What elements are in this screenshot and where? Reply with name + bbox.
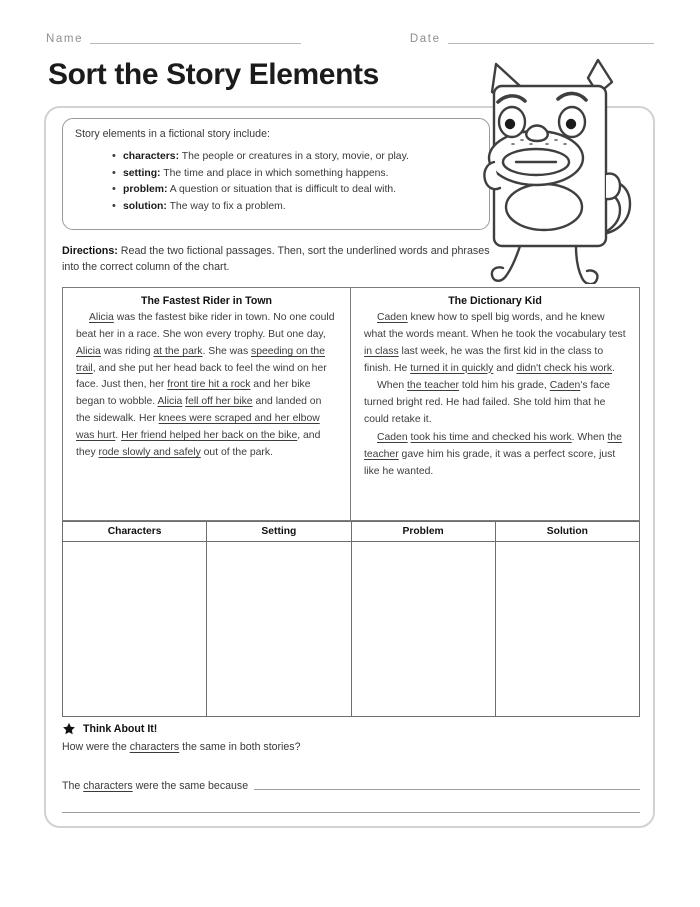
name-write-in-line[interactable] (90, 43, 301, 44)
answer-cell-setting[interactable] (206, 542, 350, 716)
definition-item-solution (123, 199, 477, 216)
underlined-phrase: Caden (549, 380, 581, 392)
underlined-phrase: characters (129, 741, 180, 753)
underlined-phrase: Caden (377, 312, 408, 323)
underlined-phrase: didn't check his work (516, 362, 613, 374)
page-title: Sort the Story Elements (48, 58, 379, 91)
directions-label: Directions: (62, 245, 118, 257)
definition-text: The way to fix a problem. (166, 201, 286, 213)
date-write-in-line[interactable] (448, 43, 654, 44)
underlined-phrase: Alicia (76, 345, 101, 357)
underlined-phrase: the teacher (407, 380, 460, 392)
passage-fastest-rider (63, 288, 351, 520)
underlined-phrase: speeding on the trail (76, 345, 325, 374)
name-date-row (46, 28, 654, 46)
underlined-phrase: Her friend helped her back on the bike (121, 429, 298, 441)
passage-paragraph: Caden took his time and checked his work. When the teacher gave him his grade, it was a perfect score, just like he wanted. (364, 431, 622, 477)
underlined-phrase: the teacher (364, 431, 622, 460)
answer-cell-solution[interactable] (495, 542, 639, 716)
underlined-phrase: rode slowly and safely (98, 446, 201, 458)
passage-title: The Dictionary Kid (448, 295, 542, 307)
answer-cell-problem[interactable] (351, 542, 495, 716)
underlined-phrase: Alicia (157, 396, 183, 408)
directions (62, 243, 506, 275)
underlined-phrase: took his time and checked his work (410, 431, 572, 443)
underlined-phrase: characters (83, 780, 133, 792)
sort-chart-body (63, 542, 639, 716)
answer-stem-text: The characters were the same because (62, 780, 249, 792)
definition-term: solution: (123, 201, 167, 213)
passage-paragraph: Alicia was the fastest bike rider in town. No one could beat her in a race. She won every trophy. But one day, Alicia was riding at the park. She was speeding on the trail, and she put her head back to feel the wind on her face. Just then, her front tire hit a rock and her bike began to wobble. Alicia fell off her bike and landed on the sidewalk. Her knees were scraped and her elbow was hurt. Her friend helped her back on the bike, and they rode slowly and safely out of the park. (76, 312, 335, 458)
passage-title: The Fastest Rider in Town (140, 295, 273, 307)
name-label: Name (46, 32, 84, 45)
underlined-phrase: turned it in quickly (410, 362, 494, 374)
definition-list (75, 149, 477, 216)
column-header-solution: Solution (495, 522, 639, 541)
passage-dictionary-kid (351, 288, 639, 520)
underlined-phrase: fell off her bike (185, 396, 253, 408)
definition-item-problem (123, 182, 477, 199)
passage-paragraph: When the teacher told him his grade, Caden's face turned bright red. He had failed. She told him that he could retake it. (364, 380, 611, 426)
definition-item-setting (123, 166, 477, 183)
dog-mascot-illustration (472, 52, 654, 284)
underlined-phrase: Alicia (89, 312, 114, 323)
definition-text: A question or situation that is difficult to deal with. (167, 184, 396, 196)
think-about-it-heading (62, 722, 157, 736)
column-header-setting: Setting (206, 522, 350, 541)
sort-chart (62, 521, 640, 717)
story-elements-definition-box (62, 118, 490, 230)
column-header-characters: Characters (107, 526, 162, 537)
underlined-phrase: front tire hit a rock (167, 379, 251, 391)
directions-text: Read the two fictional passages. Then, sort the underlined words and phrases into the correct column of the chart. (62, 245, 490, 274)
underlined-phrase: knees were scraped and her elbow was hurt (76, 413, 320, 441)
column-header-problem: Problem (351, 522, 495, 541)
answer-write-in-line-2[interactable] (62, 812, 640, 813)
star-icon (62, 722, 76, 736)
date-label: Date (409, 32, 441, 45)
think-about-it-question: How were the characters the same in both stories? (62, 741, 301, 753)
definition-term: characters: (123, 150, 180, 162)
definition-term: problem: (123, 184, 168, 196)
definition-intro: Story elements in a fictional story include: (75, 128, 270, 140)
underlined-phrase: Caden (377, 431, 408, 443)
think-about-it-label: Think About It! (83, 723, 158, 735)
answer-write-in-line-1[interactable] (254, 789, 640, 790)
definition-text: The people or creatures in a story, movie, or play. (179, 150, 409, 162)
sort-chart-header-row (63, 522, 639, 542)
underlined-phrase: at the park (153, 345, 203, 357)
definition-text: The time and place in which something happens. (160, 167, 389, 179)
answer-cell-characters[interactable] (63, 542, 206, 716)
definition-term: setting: (123, 167, 161, 179)
passage-paragraph: Caden knew how to spell big words, and he knew what the words meant. When he took the vocabulary test in class last week, he was the first kid in the class to finish. He turned it in quickly and didn't check his work. (364, 312, 626, 374)
passages-container (62, 287, 640, 521)
answer-sentence-stem (62, 780, 640, 792)
definition-item-characters (123, 149, 477, 166)
underlined-phrase: in class (364, 345, 399, 357)
